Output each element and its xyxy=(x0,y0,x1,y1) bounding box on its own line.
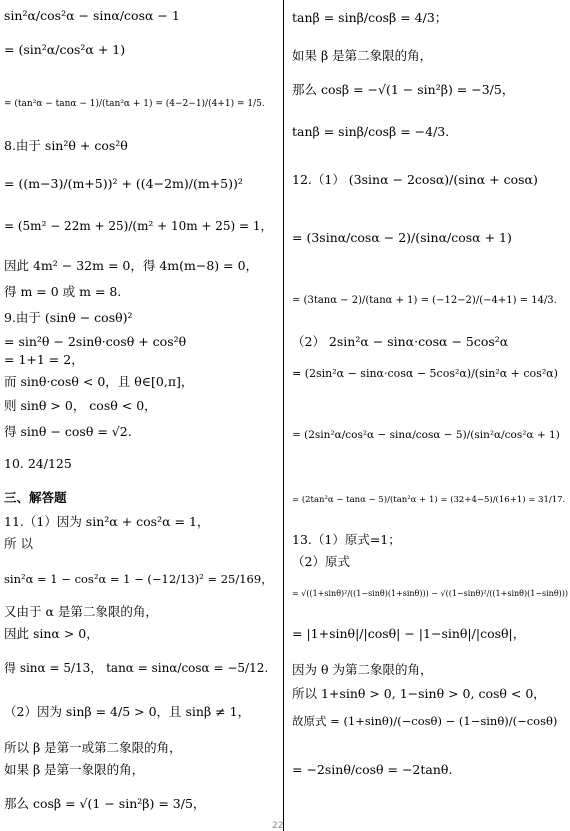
text-line: 所以 1+sinθ > 0, 1−sinθ > 0, cosθ < 0， xyxy=(292,686,546,701)
text-line: = (3tanα − 2)/(tanα + 1) = (−12−2)/(−4+1) = 14/3. xyxy=(292,295,557,306)
text-line: = |1+sinθ|/|cosθ| − |1−sinθ|/|cosθ|， xyxy=(292,626,526,641)
text-line: = (sin²α/cos²α + 1) xyxy=(4,42,126,57)
text-line: 所以 β 是第一或第二象限的角， xyxy=(4,740,182,755)
column-divider xyxy=(283,0,284,831)
text-line: 9.由于 (sinθ − cosθ)² xyxy=(4,310,133,325)
text-line: sin²α/cos²α − sinα/cosα − 1 xyxy=(4,8,180,23)
text-line: = ((m−3)/(m+5))² + ((4−2m)/(m+5))² xyxy=(4,176,243,191)
text-line: 而 sinθ·cosθ < 0，且 θ∈[0,π]， xyxy=(4,374,194,389)
text-line: = 1+1 = 2， xyxy=(4,352,84,367)
text-line: = √((1+sinθ)²/((1−sinθ)(1+sinθ))) − √((1−sinθ)²/((1+sinθ)(1−sinθ))) xyxy=(292,589,569,598)
text-line: 得 sinα = 5/13， tanα = sinα/cosα = −5/12. xyxy=(4,661,269,675)
text-line: 11.（1）因为 sin²α + cos²α = 1， xyxy=(4,514,210,529)
page-number: 22 xyxy=(272,821,284,831)
text-line: 那么 cosβ = √(1 − sin²β) = 3/5， xyxy=(4,796,206,811)
text-line: = (5m² − 22m + 25)/(m² + 10m + 25) = 1， xyxy=(4,219,273,233)
text-line: 13.（1）原式=1； xyxy=(292,532,401,547)
text-line: = (2tan²α − tanα − 5)/(tan²α + 1) = (32+4−5)/(16+1) = 31/17. xyxy=(292,495,566,505)
text-line: = −2sinθ/cosθ = −2tanθ. xyxy=(292,762,453,777)
text-line: = (2sin²α − sinα·cosα − 5cos²α)/(sin²α + cos²α) xyxy=(292,367,558,380)
text-line: tanβ = sinβ/cosβ = −4/3. xyxy=(292,124,450,139)
text-line: 因此 sinα > 0， xyxy=(4,626,99,641)
text-line: = (2sin²α/cos²α − sinα/cosα − 5)/(sin²α/cos²α + 1) xyxy=(292,429,560,441)
text-line: 故原式 = (1+sinθ)/(−cosθ) − (1−sinθ)/(−cosθ) xyxy=(292,714,558,728)
text-line: 又由于 α 是第二象限的角， xyxy=(4,604,158,619)
text-line: （2） 2sin²α − sinα·cosα − 5cos²α xyxy=(292,334,509,349)
text-line: 如果 β 是第一象限的角， xyxy=(4,762,145,777)
text-line: 因此 4m² − 32m = 0，得 4m(m−8) = 0， xyxy=(4,258,259,273)
text-line: 则 sinθ > 0， cosθ < 0， xyxy=(4,398,157,413)
text-line: 所 以 xyxy=(4,536,33,551)
text-line: = (tan²α − tanα − 1)/(tan²α + 1) = (4−2−1)/(4+1) = 1/5. xyxy=(4,99,265,109)
text-line: tanβ = sinβ/cosβ = 4/3； xyxy=(292,10,448,25)
text-line: （2）原式 xyxy=(292,554,350,569)
text-line: （2）因为 sinβ = 4/5 > 0，且 sinβ ≠ 1， xyxy=(4,704,251,719)
text-line: 得 sinθ − cosθ = √2. xyxy=(4,424,132,439)
text-line: 那么 cosβ = −√(1 − sin²β) = −3/5， xyxy=(292,82,515,97)
text-line: = sin²θ − 2sinθ·cosθ + cos²θ xyxy=(4,334,187,349)
section-heading: 三、解答题 xyxy=(4,490,67,505)
text-line: 因为 θ 为第二象限的角， xyxy=(292,662,433,677)
text-line: 12.（1） (3sinα − 2cosα)/(sinα + cosα) xyxy=(292,172,538,187)
text-line: 8.由于 sin²θ + cos²θ xyxy=(4,138,128,153)
text-line: = (3sinα/cosα − 2)/(sinα/cosα + 1) xyxy=(292,230,512,245)
text-line: 10. 24/125 xyxy=(4,456,72,471)
text-line: 得 m = 0 或 m = 8. xyxy=(4,284,122,299)
text-line: 如果 β 是第二象限的角， xyxy=(292,48,433,63)
text-line: sin²α = 1 − cos²α = 1 − (−12/13)² = 25/169， xyxy=(4,572,273,586)
